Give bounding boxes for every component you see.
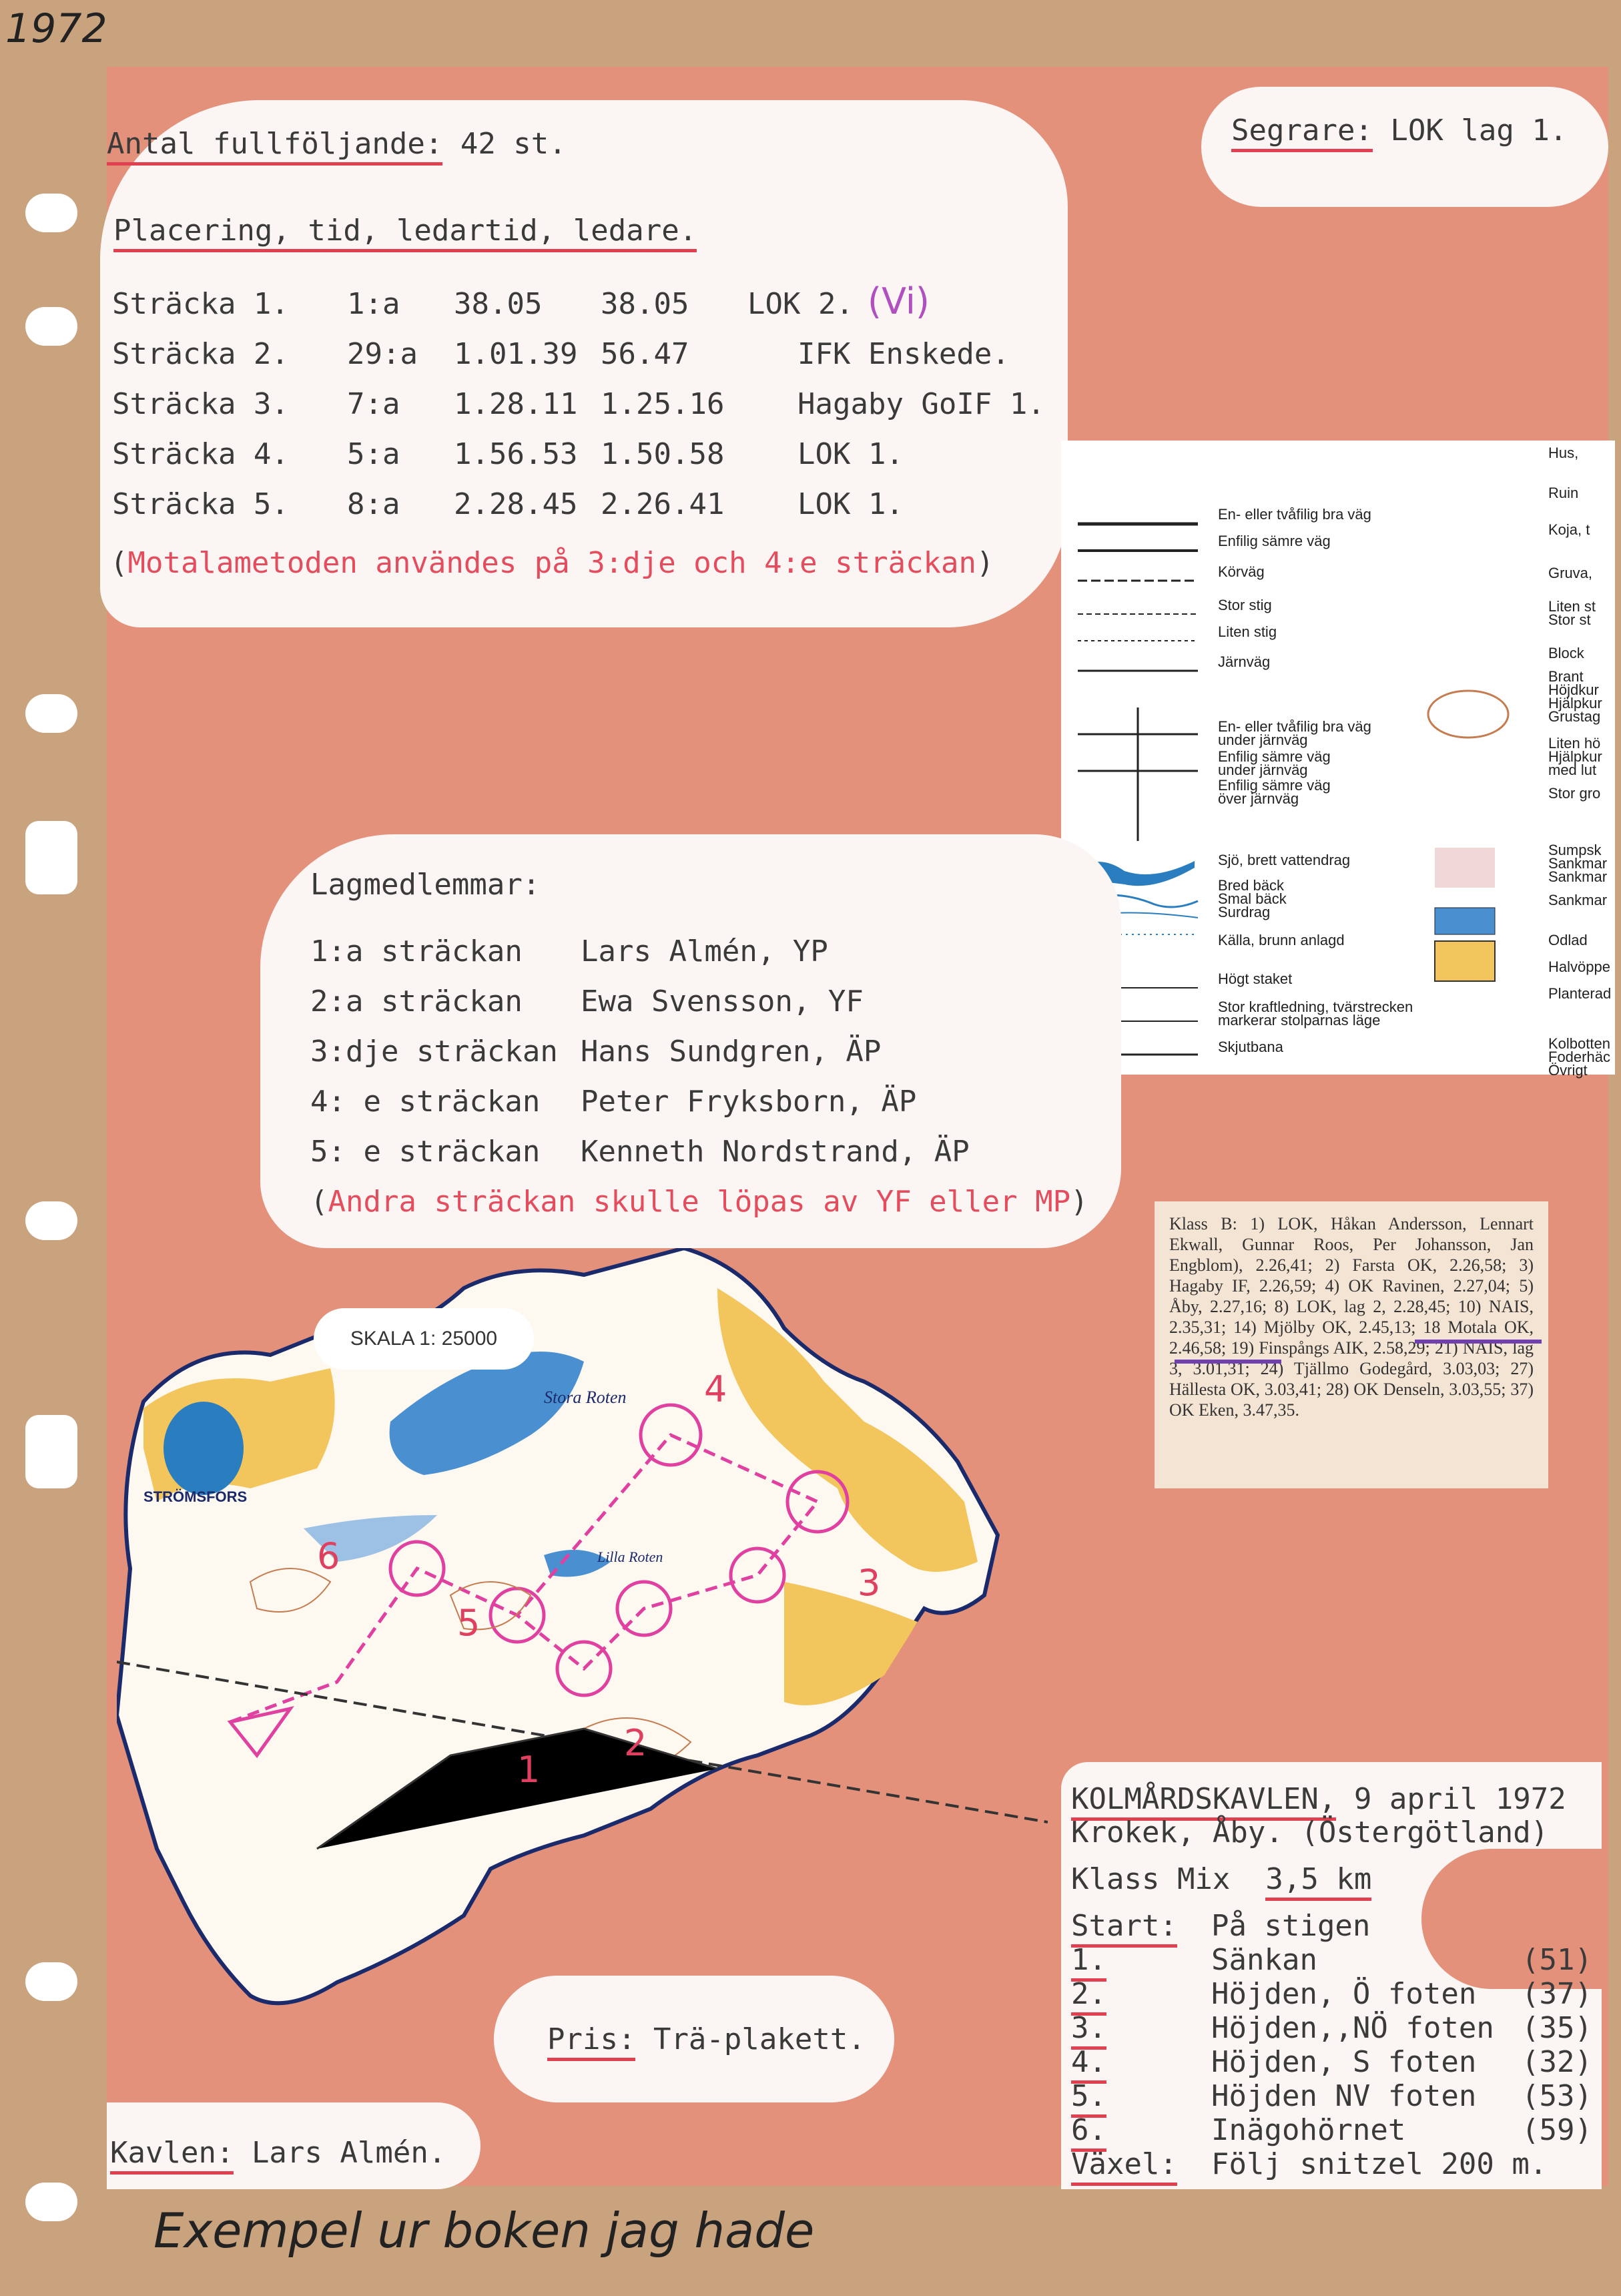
member-name: Peter Fryksborn, ÄP bbox=[581, 1085, 917, 1119]
placement-time: 1.28.11 bbox=[454, 387, 578, 421]
control-code: (53) bbox=[1522, 2079, 1592, 2113]
legend-label: Järnväg bbox=[1218, 653, 1271, 670]
binder-hole bbox=[25, 821, 77, 894]
legend-label: Smal bäck bbox=[1218, 890, 1287, 907]
control-desc: Höjden,,NÖ foten bbox=[1211, 2011, 1494, 2045]
control-key-text: 5. bbox=[1071, 2079, 1106, 2118]
legend-label: Liten hö bbox=[1548, 735, 1601, 752]
map-legend bbox=[1061, 441, 1615, 1079]
map-scale: SKALA 1: 25000 bbox=[314, 1308, 534, 1370]
control-key-text: 2. bbox=[1071, 1977, 1106, 2016]
placement-time: 1.01.39 bbox=[454, 337, 578, 371]
control-key-text: 4. bbox=[1071, 2045, 1106, 2084]
legend-label: Stor stig bbox=[1218, 597, 1272, 613]
winner-label: Segrare: bbox=[1231, 113, 1373, 152]
legend-label: En- eller tvåfilig bra väg bbox=[1218, 506, 1371, 523]
finishers-value: 42 st. bbox=[460, 127, 567, 161]
orienteering-map bbox=[117, 1248, 1048, 2039]
placement-lead: 1.50.58 bbox=[601, 437, 725, 471]
placement-leg: Sträcka 4. bbox=[112, 437, 289, 471]
placement-note: Motalametoden användes på 3:dje och 4:e sträckan bbox=[127, 546, 977, 580]
control-code: (37) bbox=[1522, 1977, 1592, 2011]
control-desc: Följ snitzel 200 m. bbox=[1211, 2147, 1548, 2181]
event-class: Klass Mix bbox=[1071, 1862, 1231, 1896]
winner-value: LOK lag 1. bbox=[1390, 113, 1568, 148]
map-number-2: 2 bbox=[624, 1722, 647, 1764]
legend-label: Skjutbana bbox=[1218, 1039, 1283, 1055]
map-number-1: 1 bbox=[517, 1749, 541, 1791]
placement-time: 1.56.53 bbox=[454, 437, 578, 471]
legend-label: Grustag bbox=[1548, 708, 1601, 725]
legend-label: Gruva, bbox=[1548, 565, 1593, 581]
member-leg: 5: e sträckan bbox=[310, 1135, 541, 1169]
placement-place: 8:a bbox=[347, 487, 400, 521]
binder-hole bbox=[25, 1962, 77, 2001]
control-desc: Inägohörnet bbox=[1211, 2113, 1406, 2147]
legend-label: Kolbotten bbox=[1548, 1035, 1610, 1052]
members-note: Andra sträckan skulle löpas av YF eller MP bbox=[328, 1185, 1071, 1219]
legend-label: Sjö, brett vattendrag bbox=[1218, 852, 1351, 868]
map-number-4: 4 bbox=[704, 1368, 727, 1410]
legend-label: En- eller tvåfilig bra väg bbox=[1218, 718, 1371, 735]
newspaper-text: Klass B: 1) LOK, Håkan Andersson, Lennart Ekwall, Gunnar Roos, Per Johansson, Jan Engblom), 2.26,41; 2) Farsta OK, 2.26,58; 3) Hagaby IF, 2.26,59; 4) OK Ravinen, 2.27,04; 5) Åby, 2.27,16; 8) LOK, lag 2, 2.28,45; 10) NAIS, 2.35,31; 14) Mjölby OK, 2.45,13; 18 Motala OK, 2.46,58; 19) Finspångs AIK, 2.58,29; 21) NAIS, lag 3, 3.01,31; 24) Tjällmo Godegård, 3.03,03; 27) Hällesta OK, 3.03,41; 28) OK Denseln, 3.03,55; 37) OK Eken, 3.47,35. bbox=[1169, 1214, 1534, 1420]
control-key bbox=[1071, 1909, 1177, 1943]
control-desc: Sänkan bbox=[1211, 1943, 1317, 1977]
member-name: Ewa Svensson, YF bbox=[581, 984, 864, 1019]
legend-label: Odlad bbox=[1548, 932, 1588, 948]
legend-label: Stor kraftledning, tvärstrecken bbox=[1218, 998, 1413, 1015]
prize-label: Pris: bbox=[547, 2022, 635, 2061]
member-name: Kenneth Nordstrand, ÄP bbox=[581, 1135, 970, 1169]
placement-leader: LOK 1. bbox=[797, 487, 904, 521]
control-key-text: 3. bbox=[1071, 2011, 1106, 2050]
year-note: 1972 bbox=[5, 5, 107, 52]
control-desc: Höjden NV foten bbox=[1211, 2079, 1477, 2113]
binder-hole bbox=[25, 2183, 77, 2221]
placement-header: Placering, tid, ledartid, ledare. bbox=[113, 214, 697, 252]
control-key bbox=[1071, 1943, 1106, 1977]
legend-label: Planterad bbox=[1548, 985, 1612, 1002]
legend-label: Hjälpkur bbox=[1548, 695, 1602, 711]
control-key bbox=[1071, 2147, 1177, 2181]
map-label-stromsfors: STRÖMSFORS bbox=[143, 1488, 248, 1505]
placement-leader: LOK 2. bbox=[747, 287, 854, 321]
control-code: (32) bbox=[1522, 2045, 1592, 2079]
control-key-text: Växel: bbox=[1071, 2147, 1177, 2186]
control-code: (51) bbox=[1522, 1943, 1592, 1977]
legend-label: markerar stolparnas läge bbox=[1218, 1012, 1381, 1029]
placement-place: 5:a bbox=[347, 437, 400, 471]
member-name: Lars Almén, YP bbox=[581, 934, 828, 968]
legend-label: Enfilig sämre väg bbox=[1218, 748, 1331, 765]
control-code: (59) bbox=[1522, 2113, 1592, 2147]
member-leg: 1:a sträckan bbox=[310, 934, 523, 968]
legend-label: Höjdkur bbox=[1548, 681, 1599, 698]
legend-label: Stor st bbox=[1548, 611, 1591, 628]
binder-hole bbox=[25, 694, 77, 733]
placement-leader: IFK Enskede. bbox=[797, 337, 1010, 371]
legend-label: med lut bbox=[1548, 762, 1597, 778]
legend-label: Enfilig sämre väg bbox=[1218, 533, 1331, 549]
kavlen-label: Kavlen: bbox=[110, 2136, 234, 2175]
member-leg: 3:dje sträckan bbox=[310, 1035, 558, 1069]
control-key-text: 6. bbox=[1071, 2113, 1106, 2152]
legend-label: Körväg bbox=[1218, 563, 1265, 580]
legend-label: Sankmar bbox=[1548, 892, 1608, 908]
map-number-5: 5 bbox=[457, 1602, 480, 1644]
legend-label: Liten st bbox=[1548, 598, 1596, 615]
binder-hole bbox=[25, 1415, 77, 1488]
placement-leader: LOK 1. bbox=[797, 437, 904, 471]
binder-hole bbox=[25, 307, 77, 346]
placement-place: 1:a bbox=[347, 287, 400, 321]
placement-lead: 56.47 bbox=[601, 337, 689, 371]
legend-label: Stor gro bbox=[1548, 785, 1601, 802]
legend-label: Hjälpkur bbox=[1548, 748, 1602, 765]
placement-leg: Sträcka 1. bbox=[112, 287, 289, 321]
legend-label: Källa, brunn anlagd bbox=[1218, 932, 1345, 948]
winner bbox=[1231, 113, 1567, 148]
newspaper-clipping bbox=[1155, 1201, 1548, 1488]
placement-place: 7:a bbox=[347, 387, 400, 421]
bottom-note: Exempel ur boken jag hade bbox=[153, 2203, 815, 2259]
legend-label: Högt staket bbox=[1218, 970, 1293, 987]
control-desc: Höjden, Ö foten bbox=[1211, 1977, 1477, 2011]
control-key-text: 1. bbox=[1071, 1943, 1106, 1982]
legend-label: Övrigt bbox=[1548, 1062, 1588, 1079]
vi-note: (Vi) bbox=[868, 280, 930, 322]
members-header: Lagmedlemmar: bbox=[310, 868, 541, 902]
legend-label: Brant bbox=[1548, 668, 1584, 685]
control-key bbox=[1071, 2079, 1106, 2113]
legend-label: Liten stig bbox=[1218, 623, 1277, 640]
legend-label: Surdrag bbox=[1218, 904, 1271, 920]
prize-value: Trä-plakett. bbox=[653, 2022, 866, 2056]
legend-label: Hus, bbox=[1548, 445, 1579, 461]
event-place: Krokek, Åby. (Östergötland) bbox=[1071, 1815, 1549, 1849]
map-number-6: 6 bbox=[317, 1535, 340, 1577]
control-key-text: Start: bbox=[1071, 1909, 1177, 1948]
placement-time: 38.05 bbox=[454, 287, 543, 321]
legend-label: Foderhäc bbox=[1548, 1049, 1610, 1065]
legend-label: Halvöppe bbox=[1548, 958, 1610, 975]
legend-label: Enfilig sämre väg bbox=[1218, 777, 1331, 794]
legend-label: Sankmar bbox=[1548, 868, 1608, 885]
placement-lead: 2.26.41 bbox=[601, 487, 725, 521]
placement-lead: 1.25.16 bbox=[601, 387, 725, 421]
placement-leg: Sträcka 2. bbox=[112, 337, 289, 371]
placement-place: 29:a bbox=[347, 337, 418, 371]
finishers-label: Antal fullföljande: bbox=[107, 127, 442, 166]
placement-leg: Sträcka 3. bbox=[112, 387, 289, 421]
binder-hole bbox=[25, 194, 77, 232]
control-desc: Höjden, S foten bbox=[1211, 2045, 1477, 2079]
map-label-stora-roten: Stora Roten bbox=[544, 1388, 627, 1407]
binder-hole bbox=[25, 1201, 77, 1240]
member-name: Hans Sundgren, ÄP bbox=[581, 1035, 882, 1069]
legend-label: Koja, t bbox=[1548, 521, 1590, 538]
finishers bbox=[107, 127, 567, 161]
event-title: KOLMÅRDSKAVLEN, bbox=[1071, 1782, 1336, 1821]
member-leg: 2:a sträckan bbox=[310, 984, 523, 1019]
placement-leader: Hagaby GoIF 1. bbox=[797, 387, 1045, 421]
placement-leg: Sträcka 5. bbox=[112, 487, 289, 521]
legend-label: Bred bäck bbox=[1218, 877, 1285, 894]
map-number-3: 3 bbox=[858, 1562, 881, 1604]
legend-label: Sankmar bbox=[1548, 855, 1608, 872]
legend-label: över järnväg bbox=[1218, 790, 1299, 807]
control-key bbox=[1071, 2045, 1106, 2079]
legend-label: under järnväg bbox=[1218, 762, 1308, 778]
control-code: (35) bbox=[1522, 2011, 1592, 2045]
control-desc: På stigen bbox=[1211, 1909, 1371, 1943]
placement-time: 2.28.45 bbox=[454, 487, 578, 521]
legend-label: under järnväg bbox=[1218, 732, 1308, 748]
member-leg: 4: e sträckan bbox=[310, 1085, 541, 1119]
legend-label: Block bbox=[1548, 645, 1584, 661]
legend-label: Ruin bbox=[1548, 485, 1579, 501]
control-key bbox=[1071, 1977, 1106, 2011]
placement-lead: 38.05 bbox=[601, 287, 689, 321]
control-key bbox=[1071, 2113, 1106, 2147]
legend-label: Sumpsk bbox=[1548, 842, 1602, 858]
event-distance: 3,5 km bbox=[1265, 1862, 1371, 1901]
map-label-lilla-roten: Lilla Roten bbox=[597, 1548, 663, 1565]
kavlen-value: Lars Almén. bbox=[251, 2136, 446, 2170]
event-date: 9 april 1972 bbox=[1353, 1782, 1566, 1816]
control-key bbox=[1071, 2011, 1106, 2045]
legend-symbols bbox=[1061, 441, 1615, 1075]
